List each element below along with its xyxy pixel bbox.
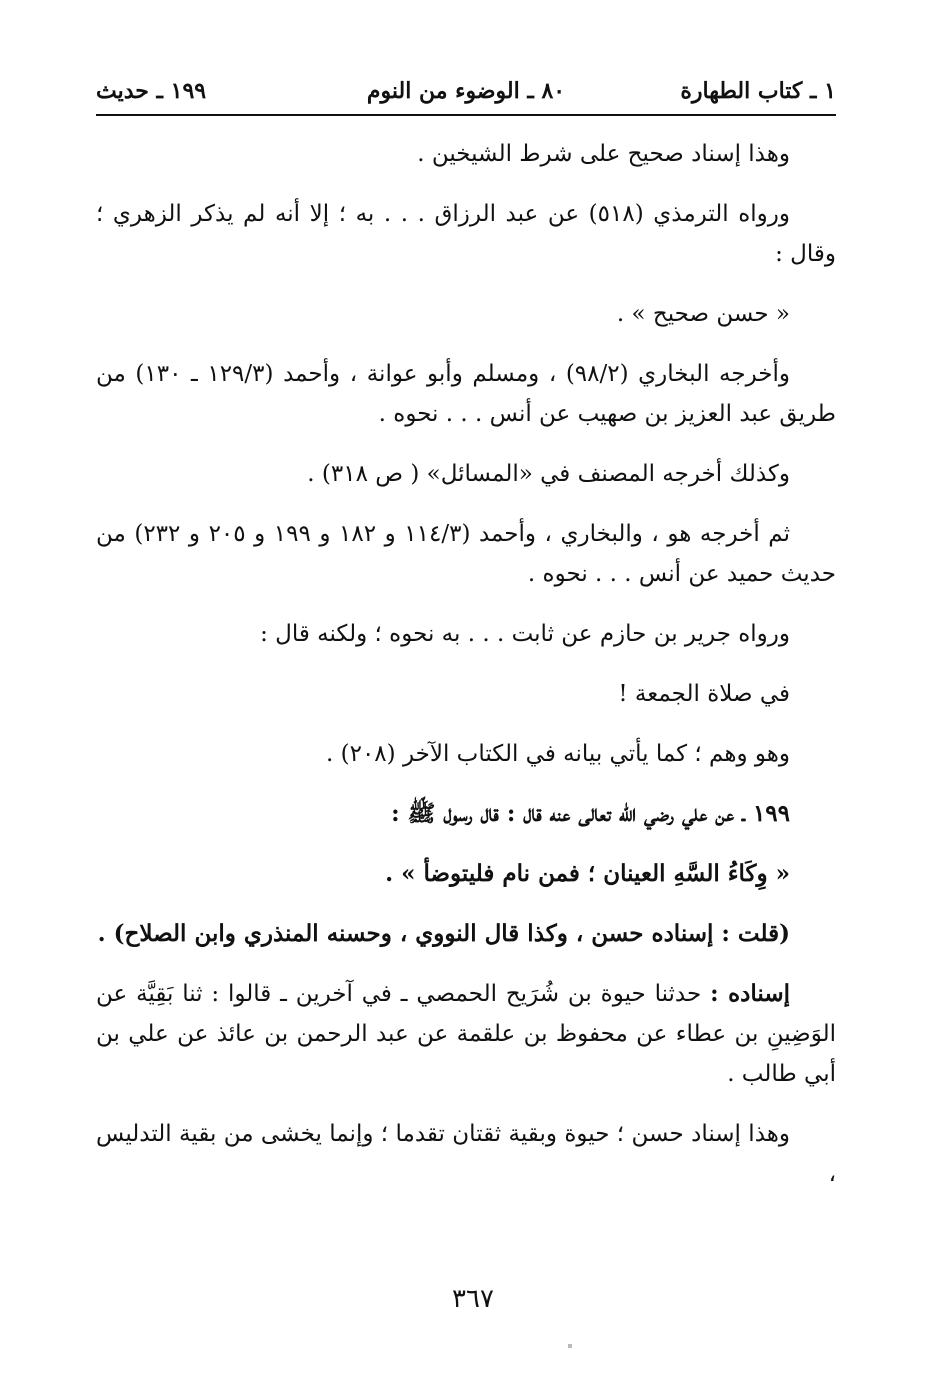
paragraph-closing: وهذا إسناد حسن ؛ حيوة وبقية ثقتان تقدما ؛ وإنما يخشى من بقية التدليس ، bbox=[96, 1121, 836, 1187]
paragraph-bukhari: وأخرجه البخاري (٩٨/٢) ، ومسلم وأبو عوانة ، وأحمد (١٢٩/٣ ـ ١٣٠) من طريق عبد العزيز بن صهيب عن أنس . . . نحوه . bbox=[96, 361, 836, 427]
hadith-intro: ١٩٩ ـ عن علي رضي الله تعالى عنه قال : قال رسول ﷺ : bbox=[391, 800, 790, 827]
header-chapter-title: ٨٠ ـ الوضوء من النوم bbox=[366, 78, 566, 104]
paragraph-isnad-sahih: وهذا إسناد صحيح على شرط الشيخين . bbox=[417, 141, 790, 167]
paragraph-masail: وكذلك أخرجه المصنف في «المسائل» ( ص ٣١٨) . bbox=[307, 461, 790, 487]
page-number: ٣٦٧ bbox=[452, 1284, 494, 1314]
header-hadith-number: ١٩٩ ـ حديث bbox=[96, 78, 207, 104]
paragraph-tirmidhi: ورواه الترمذي (٥١٨) عن عبد الرزاق . . . به ؛ إلا أنه لم يذكر الزهري ؛ وقال : bbox=[96, 201, 836, 267]
paragraph-hasan-sahih: « حسن صحيح » . bbox=[616, 301, 790, 327]
paragraph-wahm: وهو وهم ؛ كما يأتي بيانه في الكتاب الآخر (٢٠٨) . bbox=[325, 741, 790, 767]
header-book-title: ١ ـ كتاب الطهارة bbox=[680, 78, 836, 104]
scan-speck bbox=[568, 1344, 572, 1348]
paragraph-humaid: ثم أخرجه هو ، والبخاري ، وأحمد (١١٤/٣ و ١٨٢ و ١٩٩ و ٢٠٥ و ٢٣٢) من حديث حميد عن أنس . . . نحوه . bbox=[96, 521, 836, 587]
isnad-lead: إسناده : bbox=[710, 980, 790, 1007]
page-body bbox=[96, 134, 836, 1214]
running-header bbox=[96, 74, 836, 116]
paragraph-jarir: ورواه جرير بن حازم عن ثابت . . . به نحوه ؛ ولكنه قال : bbox=[260, 621, 790, 647]
isnad-paragraph bbox=[96, 974, 836, 1094]
hadith-text: « وِكَاءُ السَّهِ العينان ؛ فمن نام فليتوضأ » . bbox=[385, 860, 790, 887]
paragraph-jumuah: في صلاة الجمعة ! bbox=[618, 681, 790, 707]
hadith-grading-note: (قلت : إسناده حسن ، وكذا قال النووي ، وحسنه المنذري وابن الصلاح) . bbox=[97, 920, 790, 947]
isnad-text: حدثنا حيوة بن شُرَيح الحمصي ـ في آخرين ـ قالوا : ثنا بَقِيَّة عن الوَضِينِ بن عطاء عن محفوظ بن علقمة عن عبد الرحمن بن عائذ عن علي بن أبي طالب . bbox=[96, 981, 836, 1087]
